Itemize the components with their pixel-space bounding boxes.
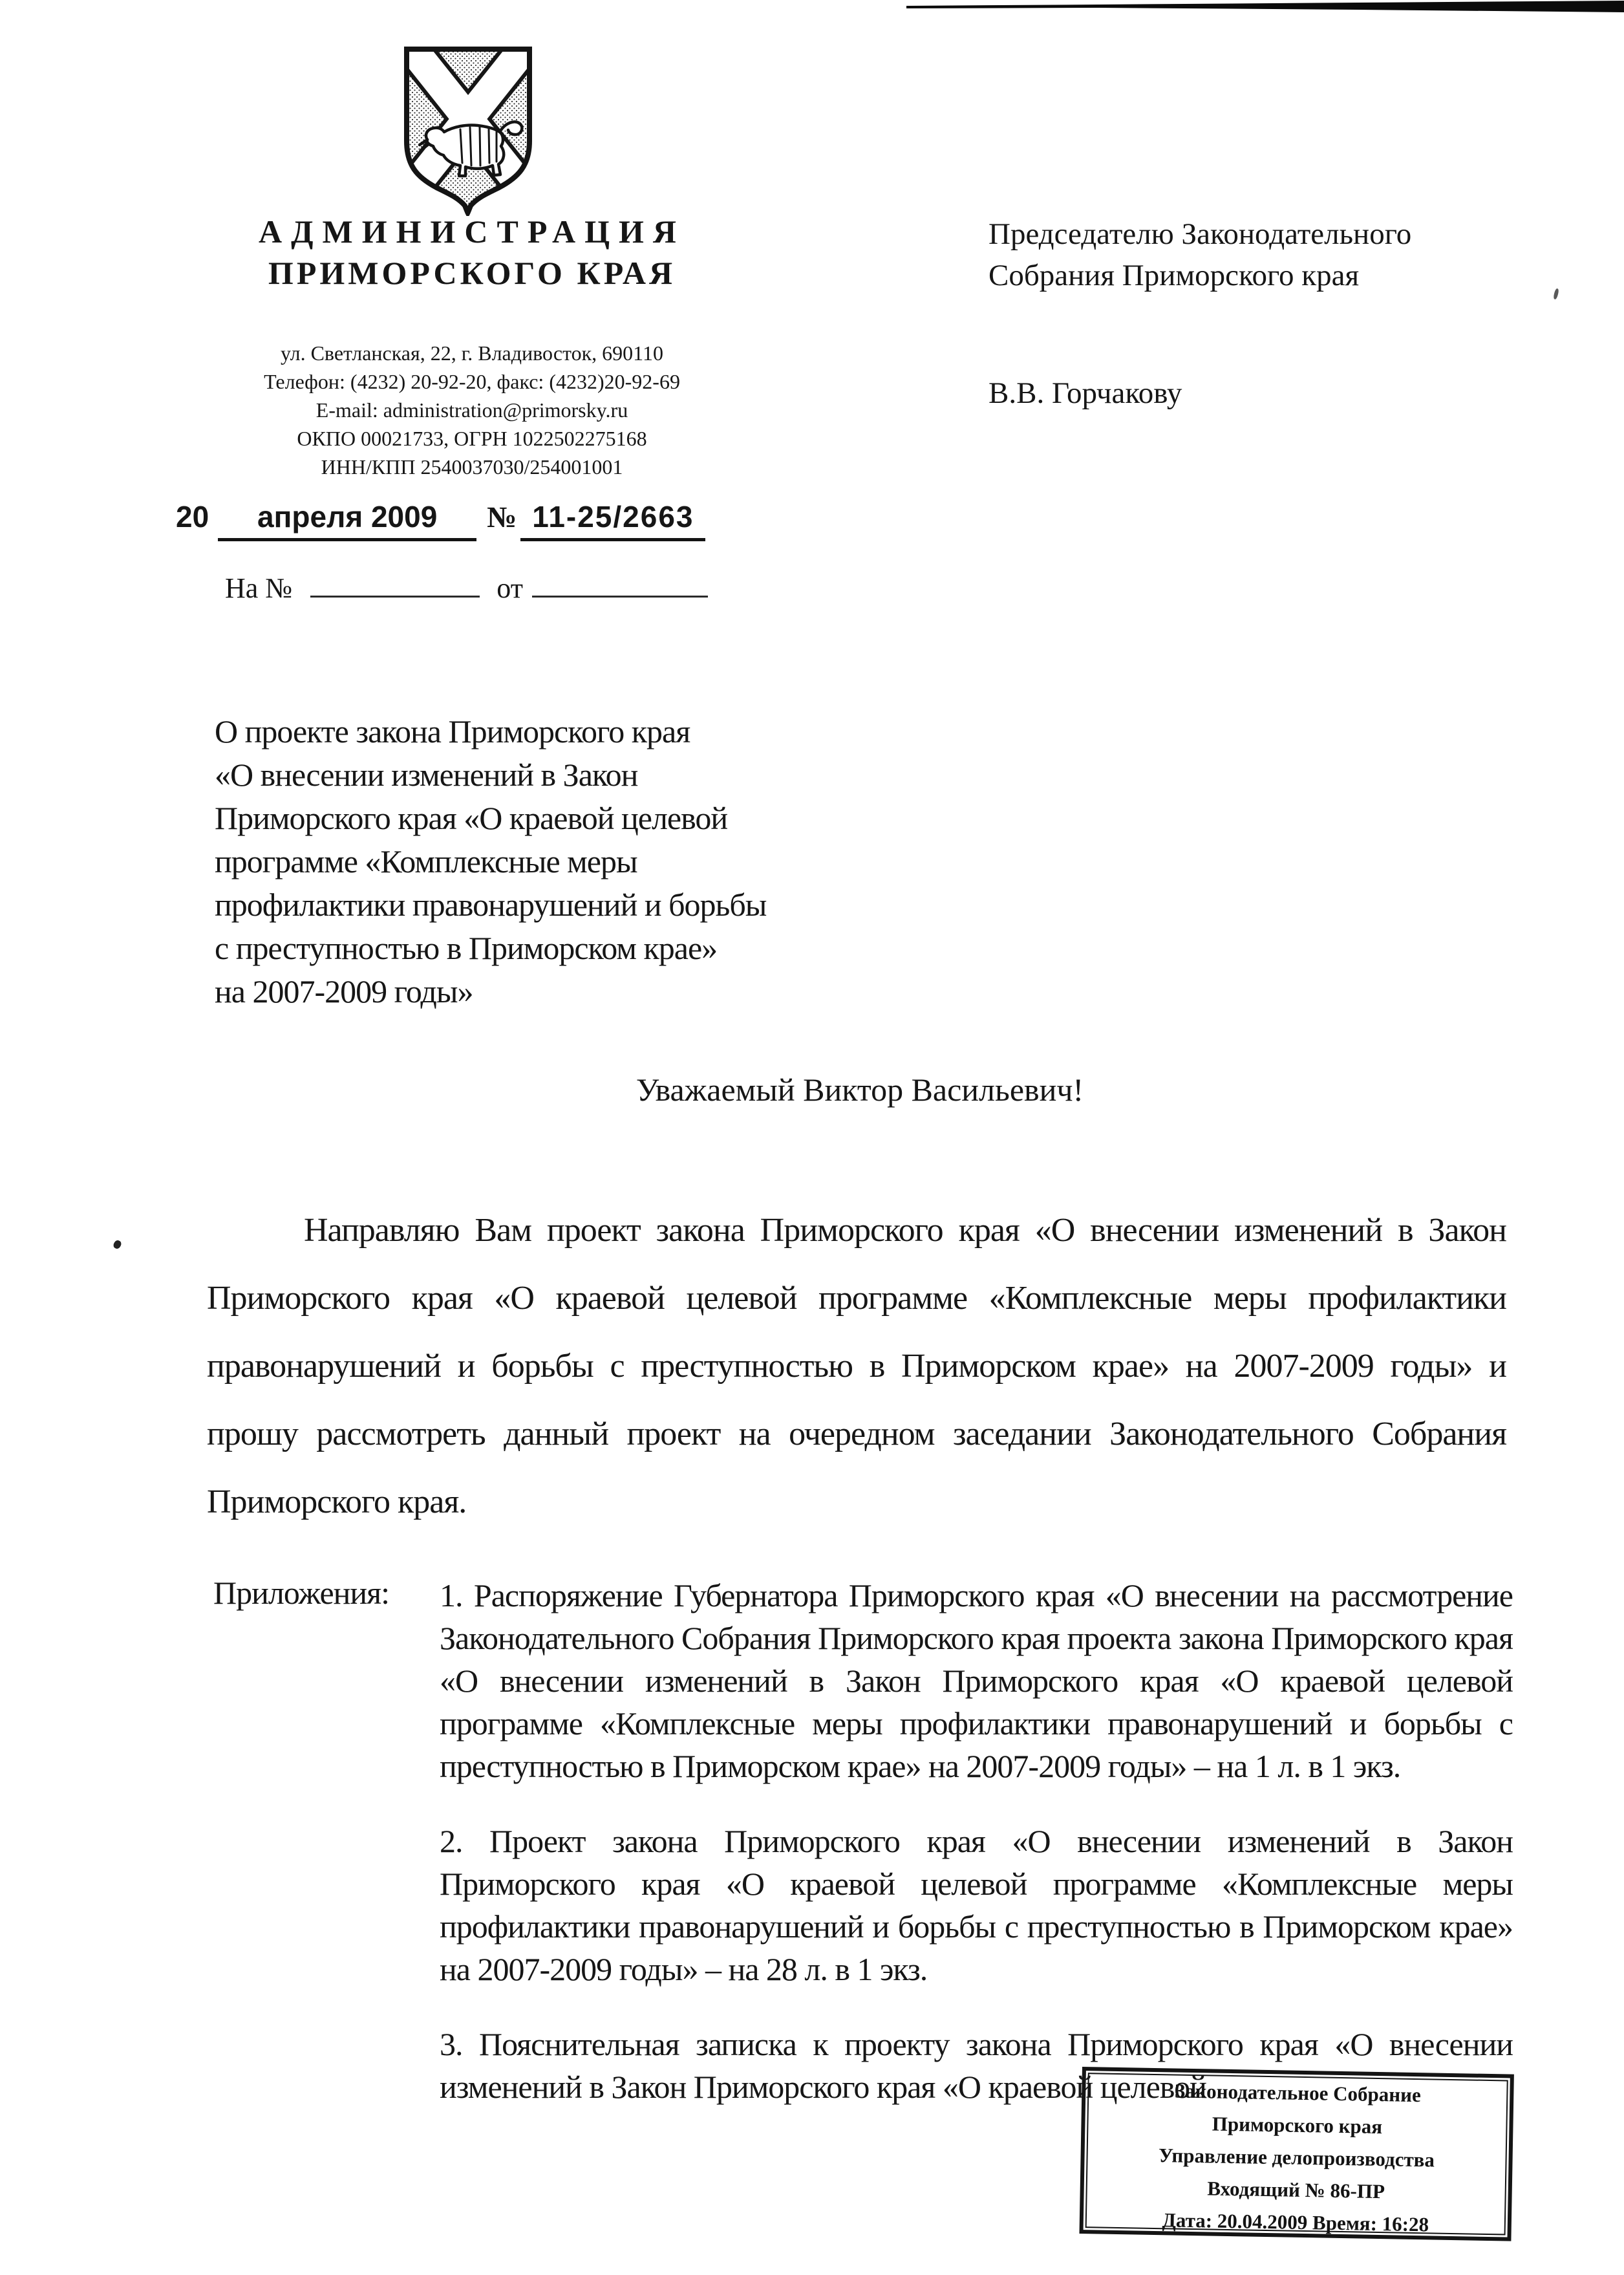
stamp-text	[1083, 2073, 1510, 2242]
subject-line: профилактики правонарушений и борьбы	[215, 887, 767, 923]
subject-line: Приморского края «О краевой целевой	[215, 800, 728, 836]
salutation: Уважаемый Виктор Васильевич!	[636, 1072, 1084, 1108]
addressee-title-line2: Собрания Приморского края	[988, 259, 1360, 292]
letterhead-okpo-ogrn: ОКПО 00021733, ОГРН 1022502275168	[297, 427, 647, 450]
letterhead-inn-kpp: ИНН/КПП 2540037030/254001001	[321, 455, 623, 479]
addressee-title-line1: Председателю Законодательного	[988, 217, 1412, 251]
stamp-org-line1: Законодательное Собрание	[1174, 2079, 1422, 2107]
date-day: 20	[176, 500, 209, 534]
scan-artifact-line	[0, 0, 1624, 17]
coat-of-arms-primorsky-krai-icon	[398, 41, 539, 216]
addressee-name: В.В. Горчакову	[988, 376, 1182, 410]
letterhead-address: ул. Светланская, 22, г. Владивосток, 690110	[281, 341, 663, 365]
reply-from-label: от	[497, 572, 523, 604]
attachments-label: Приложения:	[213, 1575, 390, 1611]
body-paragraph: Направляю Вам проект закона Приморского края «О внесении изменений в Закон Приморского края «О краевой целевой программе «Комплексные меры профилактики правонарушений и борьбы с преступностью в Приморском крае» на 2007-2009 годы» и прошу рассмотреть данный проект на очередном заседании Законодательного Собрания Приморского края.	[207, 1212, 1506, 1520]
letterhead-phone-fax: Телефон: (4232) 20-92-20, факс: (4232)20-92-69	[264, 370, 680, 393]
letterhead-contact-block	[149, 339, 795, 481]
number-sign: №	[487, 501, 517, 534]
reply-date-blank-field	[532, 560, 708, 598]
attachment-item: 1. Распоряжение Губернатора Приморского края «О внесении на рассмотрение Законодательного Собрания Приморского края проекта закона Приморского края «О внесении изменений в Закон Приморского края «О краевой целевой программе «Комплексные меры профилактики правонарушений и борьбы с преступностью в Приморском крае» на 2007-2009 годы» – на 1 л. в 1 экз.	[440, 1577, 1513, 1784]
attachments-list	[440, 1574, 1513, 2140]
subject-line: с преступностью в Приморском крае»	[215, 930, 718, 966]
reply-reference-line	[225, 560, 708, 605]
subject-block	[215, 710, 990, 1013]
org-name-line2: ПРИМОРСКОГО КРАЯ	[268, 255, 676, 291]
org-name-line1: АДМИНИСТРАЦИЯ	[259, 213, 685, 250]
reply-to-label: На №	[225, 572, 293, 604]
stamp-org-line2: Приморского края	[1212, 2112, 1383, 2139]
stamp-date-time: Дата: 20.04.2009 Время: 16:28	[1162, 2208, 1429, 2236]
attachment-item: 3. Пояснительная записка к проекту закона Приморского края «О внесении изменений в Закон Приморского края «О краевой целевой	[440, 2026, 1513, 2105]
stamp-department: Управление делопроизводства	[1158, 2144, 1435, 2172]
letterhead-org-name	[149, 211, 795, 294]
outgoing-number-field: 11-25/2663	[520, 499, 705, 541]
reply-number-blank-field	[310, 560, 480, 598]
addressee-block	[988, 213, 1557, 414]
subject-line: О проекте закона Приморского края	[215, 713, 690, 749]
scan-speck	[112, 1239, 123, 1250]
stamp-incoming-number: Входящий № 86-ПР	[1207, 2177, 1385, 2203]
subject-line: «О внесении изменений в Закон	[215, 757, 638, 793]
subject-line: программе «Комплексные меры	[215, 843, 637, 879]
date-field: апреля 2009	[218, 499, 476, 541]
letterhead-email: E-mail: administration@primorsky.ru	[315, 398, 628, 422]
date-number-line	[176, 499, 705, 541]
subject-line: на 2007-2009 годы»	[215, 973, 473, 1009]
attachment-item: 2. Проект закона Приморского края «О внесении изменений в Закон Приморского края «О краевой целевой программе «Комплексные меры профилактики правонарушений и борьбы с преступностью в Приморском крае» на 2007-2009 годы» – на 28 л. в 1 экз.	[440, 1823, 1513, 1987]
incoming-registration-stamp	[1079, 2067, 1513, 2241]
